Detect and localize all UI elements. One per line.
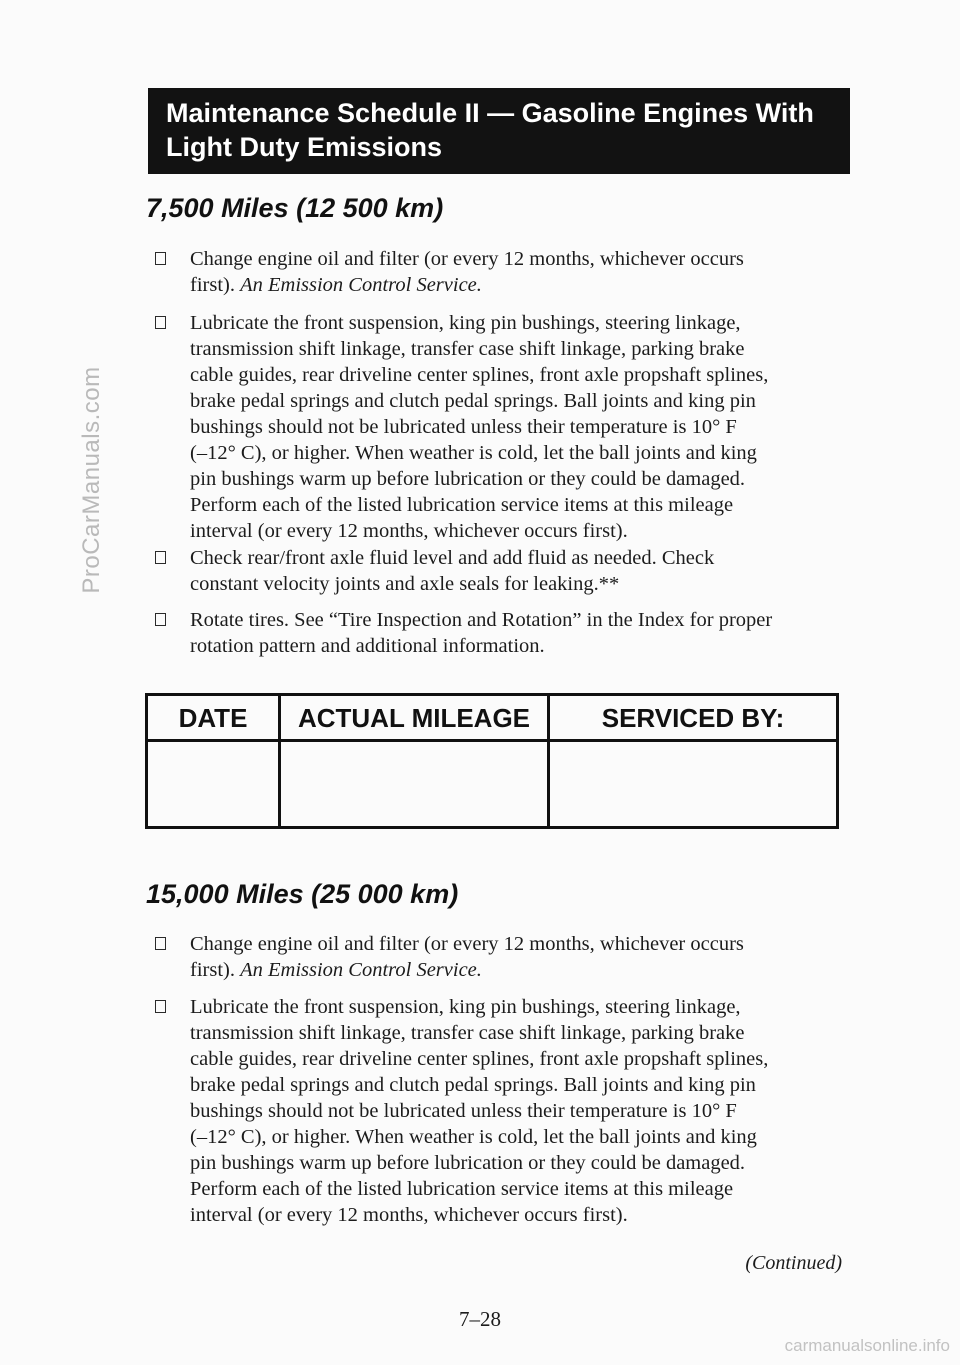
item-line <box>190 957 850 983</box>
item-line: brake pedal springs and clutch pedal springs. Ball joints and king pin <box>190 390 756 412</box>
item-line: transmission shift linkage, transfer case shift linkage, parking brake <box>190 1022 745 1044</box>
item-line: Check rear/front axle fluid level and add fluid as needed. Check <box>190 547 715 569</box>
continued-note: (Continued) <box>745 1252 842 1274</box>
checkbox-icon[interactable] <box>155 551 166 564</box>
item-line: Perform each of the listed lubrication service items at this mileage <box>190 494 734 516</box>
side-watermark: ProCarManuals.com <box>78 366 105 594</box>
column-serviced-by: SERVICED BY: <box>601 703 785 733</box>
page-number: 7–28 <box>459 1307 501 1331</box>
section-title-15000: 15,000 Miles (25 000 km) <box>146 879 459 909</box>
section-title-7500: 7,500 Miles (12 500 km) <box>146 193 444 223</box>
item-line: (–12° C), or higher. When weather is cold, let the ball joints and king <box>190 1126 757 1148</box>
item-line: Rotate tires. See “Tire Inspection and Rotation” in the Index for proper <box>190 609 773 631</box>
item-line: interval (or every 12 months, whichever occurs first). <box>190 1204 628 1226</box>
item-line: pin bushings warm up before lubrication or they could be damaged. <box>190 1152 746 1174</box>
checkbox-icon[interactable] <box>155 1000 166 1013</box>
column-divider <box>547 696 550 826</box>
item-line: Change engine oil and filter (or every 12 months, whichever occurs <box>190 933 744 955</box>
footer-watermark: carmanualsonline.info <box>784 1336 950 1355</box>
schedule-header <box>148 88 850 174</box>
checkbox-icon[interactable] <box>155 316 166 329</box>
item-line: brake pedal springs and clutch pedal springs. Ball joints and king pin <box>190 1074 756 1096</box>
item-text: first). <box>190 959 241 981</box>
item-text: first). <box>190 274 241 296</box>
item-line: cable guides, rear driveline center splines, front axle propshaft splines, <box>190 364 769 386</box>
checkbox-icon[interactable] <box>155 937 166 950</box>
header-line-1: Maintenance Schedule II — Gasoline Engines With <box>166 98 814 128</box>
item-line: (–12° C), or higher. When weather is cold, let the ball joints and king <box>190 442 757 464</box>
emission-note: An Emission Control Service. <box>240 959 482 981</box>
item-line: rotation pattern and additional information. <box>190 635 545 657</box>
column-actual-mileage: ACTUAL MILEAGE <box>297 703 531 733</box>
item-line: Change engine oil and filter (or every 12 months, whichever occurs <box>190 248 744 270</box>
checklist-item <box>190 931 850 983</box>
service-log-table <box>145 693 839 829</box>
checklist-item <box>190 545 850 597</box>
item-line: cable guides, rear driveline center splines, front axle propshaft splines, <box>190 1048 769 1070</box>
item-line: Perform each of the listed lubrication service items at this mileage <box>190 1178 734 1200</box>
item-line: constant velocity joints and axle seals for leaking.** <box>190 573 620 595</box>
item-line <box>190 272 850 298</box>
column-divider <box>278 696 281 826</box>
checkbox-icon[interactable] <box>155 613 166 626</box>
service-log-header <box>148 696 836 742</box>
checklist-item <box>190 607 850 659</box>
item-line: Lubricate the front suspension, king pin bushings, steering linkage, <box>190 996 741 1018</box>
item-line: pin bushings warm up before lubrication or they could be damaged. <box>190 468 746 490</box>
header-line-2: Light Duty Emissions <box>166 132 443 162</box>
checklist-item <box>190 310 850 544</box>
item-line: interval (or every 12 months, whichever occurs first). <box>190 520 628 542</box>
checkbox-icon[interactable] <box>155 252 166 265</box>
item-line: bushings should not be lubricated unless their temperature is 10° F <box>190 416 737 438</box>
emission-note: An Emission Control Service. <box>240 274 482 296</box>
checklist-item <box>190 246 850 298</box>
item-line: bushings should not be lubricated unless their temperature is 10° F <box>190 1100 737 1122</box>
checklist-item <box>190 994 850 1228</box>
item-line: Lubricate the front suspension, king pin bushings, steering linkage, <box>190 312 741 334</box>
item-line: transmission shift linkage, transfer case shift linkage, parking brake <box>190 338 745 360</box>
column-date: DATE <box>178 703 248 733</box>
